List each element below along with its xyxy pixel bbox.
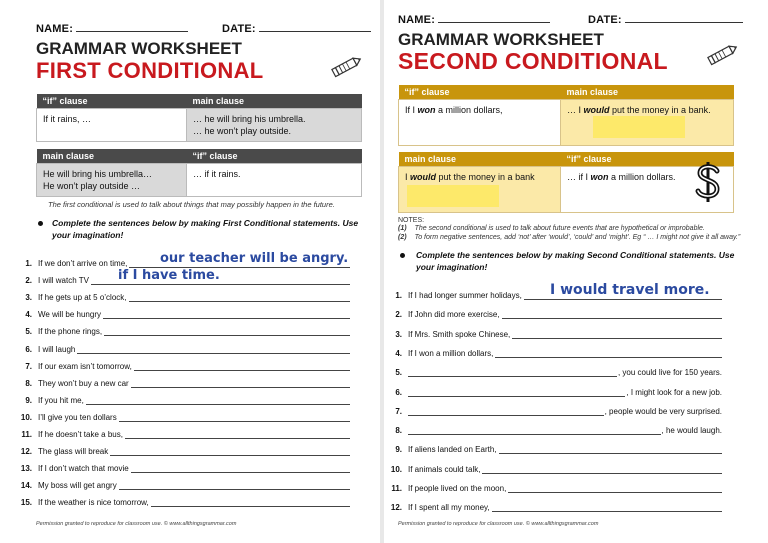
note-1: (1) The second conditional is used to talk about future events that are hypothetical or improbable. [398,225,705,232]
question-number: 9. [395,445,402,455]
question-number: 7. [395,406,402,416]
dollar-sign-icon [694,160,722,204]
question-row [14,290,350,302]
note-2: (2) To form negative sentences, add ‘not’ after ‘would’, ‘could’ and ‘might’. Eg “ … I might not give it all away.” [398,234,741,241]
question-row [14,393,350,405]
question-number: 5. [395,368,402,378]
table-cell [37,164,187,197]
question-row [384,346,722,358]
second-conditional-worksheet [384,0,768,543]
question-number: 14. [20,481,32,491]
first-conditional-table-2 [36,149,362,197]
answer-line[interactable] [119,413,350,422]
question-row [14,410,350,422]
table-cell [187,109,362,142]
question-row [14,376,350,388]
date-field[interactable] [625,13,743,23]
copyright-footer: Permission granted to reproduce for classroom use. © www.allthingsgrammar.com [36,521,237,527]
pencil-icon [706,42,740,66]
worksheet-title: GRAMMAR WORKSHEET [398,30,604,49]
question-prompt: I will watch TV [38,276,89,286]
question-prompt: If he doesn’t take a bus, [38,430,123,439]
instructions: Complete the sentences below by making First Conditional statements. Use your imagination! [52,218,359,240]
handwritten-answer: our teacher will be angry. [160,251,349,266]
question-row [14,478,350,490]
question-number: 1. [25,259,32,268]
question-prompt: My boss will get angry [38,481,117,491]
second-conditional-table-2 [398,152,734,213]
table-cell-line: … he won’t play outside. [193,126,292,136]
answer-line[interactable] [408,368,617,377]
question-number: 1. [395,291,402,300]
answer-line[interactable] [151,498,350,507]
table-cell: … I would put the money in a bank. [561,100,734,146]
question-prompt: We will be hungry [38,310,101,320]
table-cell: … if it rains. [187,164,362,197]
date-field-label: DATE: [222,22,371,35]
answer-line[interactable] [131,379,350,388]
question-number: 2. [25,276,32,286]
handwritten-answer: I would travel more. [550,282,710,298]
question-prompt: If I don’t watch that movie [38,464,129,474]
question-row [384,385,722,397]
question-number: 11. [21,430,32,439]
answer-line[interactable] [86,396,350,405]
table-header: “if” clause [561,152,734,167]
question-row [384,404,722,416]
question-prompt: If Mrs. Smith spoke Chinese, [408,329,511,339]
question-prompt: They won’t buy a new car [38,378,129,388]
question-number: 15. [20,498,32,508]
highlight-mark [593,116,685,138]
answer-line[interactable] [502,310,722,319]
answer-line[interactable] [512,330,722,339]
question-prompt: If we don’t arrive on time, [38,259,128,268]
table-header: main clause [37,149,187,164]
question-prompt: The glass will break [38,447,109,457]
pencil-icon [330,54,364,78]
question-number: 3. [395,329,402,339]
question-row [384,500,722,512]
table-cell-line: He will bring his umbrella… [43,169,153,179]
answer-line[interactable] [77,345,350,354]
table-header: “if” clause [187,149,362,164]
question-prompt: If aliens landed on Earth, [408,445,497,455]
question-row [384,462,722,474]
table-cell: If I won a million dollars, [399,100,561,146]
question-number: 9. [25,395,32,405]
question-number: 4. [25,310,32,320]
question-number: 10. [390,464,402,474]
question-row [384,365,722,377]
question-prompt: , I might look for a new job. [626,387,722,397]
question-prompt: I’ll give you ten dollars [38,412,117,422]
table-cell-line: … he will bring his umbrella. [193,114,306,124]
question-number: 10. [20,412,32,422]
second-conditional-table-1 [398,85,734,146]
worksheet-title: GRAMMAR WORKSHEET [36,39,242,58]
question-prompt: If you hit me, [38,395,84,405]
name-field-label: NAME: [398,13,550,26]
answer-line[interactable] [104,327,350,336]
copyright-footer: Permission granted to reproduce for classroom use. © www.allthingsgrammar.com [398,521,599,527]
notes-label: NOTES: [398,217,425,224]
question-prompt: If the weather is nice tomorrow, [38,498,149,508]
question-prompt: If people lived on the moon, [408,484,507,493]
question-number: 6. [25,344,32,354]
question-row [384,481,722,493]
handwritten-answer: if I have time. [118,268,220,283]
question-prompt: , he would laugh. [661,426,722,436]
table-cell-line: He won’t play outside … [43,181,141,191]
question-row [384,327,722,339]
question-prompt: , you could live for 150 years. [617,368,722,378]
question-prompt: I will laugh [38,344,76,354]
question-number: 3. [25,293,32,303]
question-prompt: If I spent all my money, [408,503,490,513]
worksheet-subtitle: FIRST CONDITIONAL [36,58,264,83]
highlight-mark [407,185,499,207]
answer-line[interactable] [499,445,722,454]
question-row [14,444,350,456]
name-field[interactable] [76,22,188,32]
answer-line[interactable] [492,503,722,512]
question-prompt: If the phone rings, [38,327,103,337]
usage-note: The first conditional is used to talk about things that may possibly happen in the future. [48,200,335,209]
answer-line[interactable] [134,362,350,371]
question-number: 8. [395,426,402,436]
worksheet-subtitle: SECOND CONDITIONAL [398,48,668,74]
question-number: 8. [25,378,32,388]
table-header: main clause [561,85,734,100]
table-cell: If it rains, … [37,109,187,142]
answer-line[interactable] [125,430,350,439]
answer-line[interactable] [131,464,350,473]
question-prompt: If he gets up at 5 o’clock, [38,293,127,303]
question-prompt: , people would be very surprised. [604,406,722,416]
question-number: 2. [395,310,402,320]
question-number: 6. [395,387,402,397]
first-conditional-table-1 [36,94,362,142]
question-number: 12. [20,447,32,457]
question-row [384,442,722,454]
answer-line[interactable] [408,426,661,435]
question-row [14,427,350,439]
question-row [14,324,350,336]
answer-line[interactable] [119,481,350,490]
question-row [14,342,350,354]
question-number: 7. [25,361,32,371]
question-prompt: If animals could talk, [408,464,481,474]
table-cell: I would put the money in a bank [399,167,561,213]
instructions: Complete the sentences below by making Second Conditional statements. Use your imagination! [416,250,735,272]
answer-line[interactable] [408,407,604,416]
bullet [38,221,43,226]
date-field[interactable] [259,22,371,32]
question-number: 5. [25,327,32,337]
answer-line[interactable] [408,388,625,397]
answer-line[interactable] [482,465,722,474]
question-number: 11. [391,484,402,493]
first-conditional-worksheet [0,0,380,543]
table-header: main clause [399,152,561,167]
answer-line[interactable] [110,447,350,456]
question-row [384,307,722,319]
date-field-label: DATE: [588,13,743,26]
question-number: 13. [20,464,32,474]
question-prompt: If our exam isn’t tomorrow, [38,361,132,371]
answer-line[interactable] [103,310,350,319]
question-prompt: If John did more exercise, [408,310,500,320]
table-header: “if” clause [37,94,187,109]
question-row [14,359,350,371]
question-number: 12. [390,503,402,513]
table-cell: … if I won a million dollars. [561,167,734,213]
table-header: “if” clause [399,85,561,100]
question-row [14,307,350,319]
question-prompt: If I won a million dollars, [408,348,494,358]
bullet [400,253,405,258]
answer-line[interactable] [129,293,351,302]
name-field[interactable] [438,13,550,23]
question-row [14,495,350,507]
question-row [14,461,350,473]
table-header: main clause [187,94,362,109]
question-row [384,423,722,435]
question-prompt: If I had longer summer holidays, [408,291,522,300]
answer-line[interactable] [495,349,722,358]
answer-line[interactable] [508,484,722,493]
question-number: 4. [395,348,402,358]
name-field-label: NAME: [36,22,188,35]
